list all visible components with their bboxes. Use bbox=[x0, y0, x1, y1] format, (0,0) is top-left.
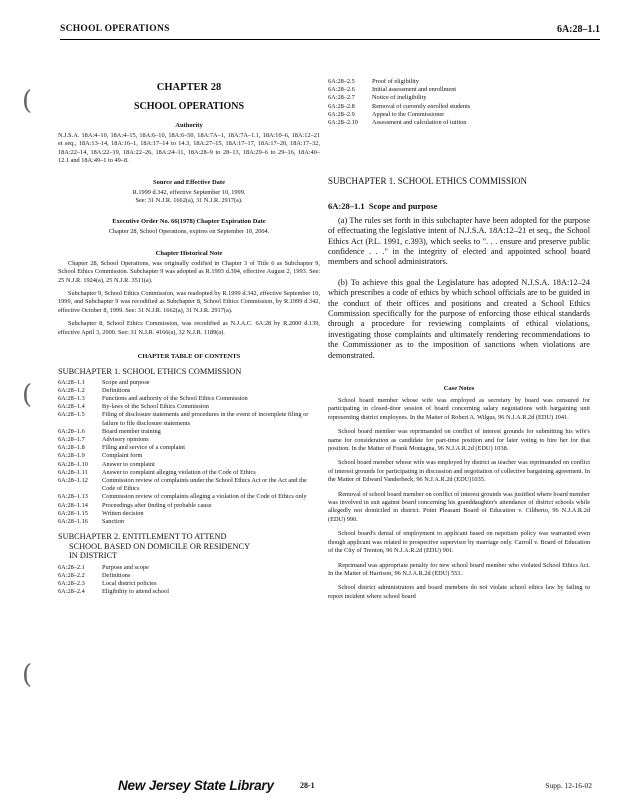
case-note: School district administrators and board members do not violate school ethics law by failing to report incident where school board bbox=[328, 584, 590, 600]
toc-entry-title: Appeal to the Commissioner bbox=[372, 110, 445, 118]
authority-label: Authority bbox=[175, 122, 203, 129]
toc-list bbox=[58, 379, 320, 527]
toc-label: CHAPTER TABLE OF CONTENTS bbox=[137, 353, 241, 361]
toc-entry bbox=[328, 86, 590, 94]
toc-entry-title: By-laws of the School Ethics Commission bbox=[102, 403, 209, 411]
toc-entry-number: 6A:28–1.11 bbox=[58, 468, 88, 476]
case-notes-label: Case Notes bbox=[443, 385, 475, 392]
toc-entry bbox=[58, 444, 320, 452]
toc-entry-number: 6A:28–1.13 bbox=[58, 493, 88, 501]
toc-entry-title: Assessment and calculation of tuition bbox=[372, 119, 467, 127]
toc-entry-title: Initial assessment and enrollment bbox=[372, 86, 457, 94]
case-note: School board member whose wife was employed by district as teacher was reprimanded on conflict of interest grounds for participating in discussion and negotiation of collective bargaining agreement. In the Matter of Edward Vanderbeck, 96 N.J.A.R.2d (EDU)1035. bbox=[328, 459, 590, 484]
toc-entry-number: 6A:28–2.8 bbox=[328, 102, 355, 110]
toc-list bbox=[328, 78, 590, 127]
toc-entry-number: 6A:28–2.7 bbox=[328, 94, 355, 102]
toc-entry-title: Commission review of complaints under the School Ethics Act or the Act and the Code of Ethics bbox=[102, 477, 307, 493]
binder-mark: ( bbox=[22, 380, 33, 410]
source-line: See: 31 N.J.R. 1662(a), 31 N.J.R. 2917(a). bbox=[135, 197, 243, 205]
toc-entry bbox=[58, 403, 320, 411]
toc-subchapter-heading: IN DISTRICT bbox=[69, 551, 118, 561]
historical-note-label: Chapter Historical Note bbox=[155, 249, 223, 257]
toc-entry-number: 6A:28–2.4 bbox=[58, 588, 85, 596]
toc-entry-number: 6A:28–1.6 bbox=[58, 427, 85, 435]
toc-entry-title: Scope and purpose bbox=[102, 378, 150, 386]
paragraph-a: (a) The rules set forth in this subchapter have been adopted for the purpose of effectuating the legislative intent of N.J.S.A. 18A:12–21 et seq., the School Ethics Act (P.L. 1991, c.393), which seeks to ". . . ensure and preserve public confidence . . ." in the integrity of elected and appointed school board members and school administrators. bbox=[328, 215, 590, 267]
binder-mark: ( bbox=[22, 86, 33, 116]
toc-entry-title: Filing of disclosure statements and procedures in the event of incomplete filing or failure to file disclosure statements bbox=[102, 411, 309, 427]
toc-entry bbox=[328, 111, 590, 119]
toc-entry-number: 6A:28–2.5 bbox=[328, 78, 355, 85]
toc-entry-title: Answer to complaint bbox=[102, 460, 155, 468]
page-number: 28-1 bbox=[300, 781, 315, 790]
toc-entry bbox=[58, 387, 320, 395]
toc-entry-title: Notice of ineligibility bbox=[372, 94, 427, 102]
toc-entry-title: Functions and authority of the School Ethics Commission bbox=[102, 395, 248, 402]
case-notes-list bbox=[328, 397, 590, 601]
source-line: R.1999 d.342, effective September 10, 1999. bbox=[132, 188, 246, 196]
toc-entry-title: Advisory opinions bbox=[102, 436, 149, 444]
toc-entry-title: Proof of eligibility bbox=[372, 78, 419, 85]
toc-entry bbox=[58, 428, 320, 436]
toc-entry bbox=[58, 588, 320, 596]
section-title: Scope and purpose bbox=[368, 200, 438, 211]
supplement-date: Supp. 12-16-02 bbox=[545, 781, 592, 790]
executive-order-text: Chapter 28, School Operations, expires on September 10, 2004. bbox=[108, 228, 270, 236]
toc-entry-title: Answer to complaint alleging violation of the Code of Ethics bbox=[102, 468, 256, 476]
toc-entry bbox=[328, 119, 590, 127]
case-note: School board's denial of employment to applicant based on nepotism policy was warranted even though applicant was related to prospective supervisor by marriage only. Carroll v. Board of Education of the City of Trenton, 96 N.J.A.R.2d (EDU) 901. bbox=[328, 530, 590, 555]
binder-mark: ( bbox=[22, 660, 33, 690]
toc-entry bbox=[58, 477, 320, 493]
historical-note-paragraph: Subchapter 9, School Ethics Commission, was readopted by R.1999 d.342, effective September 10, 1999, and Subchapter 9 was recodified as Subchapter 8, School Ethics Commission, by R.1999 d.342, effective October 8, 1999. See: 31 N.J.R. 1662(a), 31 N.J.R. 2917(a). bbox=[58, 290, 320, 314]
case-note: Removal of school board member on conflict of interest grounds was justified where board member was involved in suit against board concerning his granddaughter's attendance of district schools while allegedly not domiciled in district. Point Pleasant Board of Education v. Ciliberto, 96 N.J.A.R.2d (EDU) 990. bbox=[328, 490, 590, 523]
toc-entry-number: 6A:28–1.12 bbox=[58, 477, 88, 485]
toc-entry bbox=[58, 572, 320, 580]
executive-order-label: Executive Order No. 66(1978) Chapter Expiration Date bbox=[112, 218, 266, 226]
toc-entry-number: 6A:28–2.2 bbox=[58, 571, 85, 579]
toc-entry bbox=[328, 103, 590, 111]
authority-text: N.J.S.A. 18A:4–10, 18A:4–15, 18A:6–10, 18A:6–50, 18A:7A–1, 18A:7A–1.1, 18A:10–6, 18A:12–21 et seq., 18A:13–14, 18A:16–1, 18A:17–14 to 14.3, 18A:27–15, 18A:17–17, 18A:17–20, 18A:17–32, 18A:22–14, 18A:22–19, 18A:22–26, 18A:24–11, 18A:28–9 to 28–13, 18A:29–6 to 29–16, 18A:40–12.1 and 18A:49–1 to 49–8. bbox=[58, 132, 320, 165]
toc-subchapter-heading: SCHOOL BASED ON DOMICILE OR RESIDENCY bbox=[69, 541, 251, 551]
toc-entry-number: 6A:28–1.16 bbox=[58, 518, 88, 526]
toc-entry-title: Complaint form bbox=[102, 452, 143, 460]
toc-entry bbox=[58, 411, 320, 427]
toc-entry-number: 6A:28–2.6 bbox=[328, 86, 355, 94]
toc-entry-number: 6A:28–1.4 bbox=[58, 403, 85, 411]
toc-entry bbox=[58, 469, 320, 477]
toc-entry bbox=[58, 461, 320, 469]
toc-entry bbox=[58, 580, 320, 588]
toc-entry-number: 6A:28–1.5 bbox=[58, 411, 85, 419]
right-column bbox=[328, 78, 590, 601]
chapter-title: SCHOOL OPERATIONS bbox=[133, 101, 245, 112]
toc-entry bbox=[58, 452, 320, 460]
toc-entry-number: 6A:28–2.3 bbox=[58, 580, 85, 588]
case-note: School board member was reprimanded on conflict of interest grounds for submitting his wife's name for consideration as candidate for part-time position and for later voting to hire her for that position. In the Matter of Frank Montagna, 96 N.J.A.R.2d (EDU) 1038. bbox=[328, 428, 590, 453]
toc-list bbox=[58, 564, 320, 597]
section-number: 6A:28–1.1 bbox=[328, 200, 365, 211]
toc-entry bbox=[58, 510, 320, 518]
chapter-number: CHAPTER 28 bbox=[156, 82, 222, 93]
source-label: Source and Effective Date bbox=[153, 178, 225, 186]
toc-entry-title: Purpose and scope bbox=[102, 563, 149, 571]
toc-entry-number: 6A:28–2.1 bbox=[58, 563, 85, 571]
historical-note-paragraph: Subchapter 8, School Ethics Commission, was recodified as N.J.A.C. 6A:28 by R.2000 d.139, effective April 3, 2000. See: 31 N.J.R. 4166(a), 32 N.J.R. 1189(a). bbox=[58, 320, 320, 336]
toc-entry bbox=[58, 502, 320, 510]
toc-entry-number: 6A:28–1.2 bbox=[58, 386, 85, 394]
toc-entry-title: Local district policies bbox=[102, 580, 157, 588]
toc-entry-number: 6A:28–1.14 bbox=[58, 501, 88, 509]
toc-entry bbox=[58, 379, 320, 387]
toc-entry-title: Removal of currently enrolled students bbox=[372, 102, 471, 110]
toc-entry-number: 6A:28–1.9 bbox=[58, 452, 85, 460]
running-head: SCHOOL OPERATIONS bbox=[60, 24, 170, 34]
toc-entry-title: Proceedings after finding of probable cause bbox=[102, 501, 212, 509]
historical-note-paragraph: Chapter 28, School Operations, was originally codified in Chapter 3 of Title 6 as Subchapter 9, School Ethics Commission. Subchapter 9 was adopted as R.1993 d.394, effective August 2, 1993. See: 25 N.J.R. 1924(a), 25 N.J.R. 3511(a). bbox=[58, 259, 320, 284]
toc-entry-number: 6A:28–1.8 bbox=[58, 444, 85, 452]
toc-entry-title: Definitions bbox=[102, 386, 131, 394]
library-stamp: New Jersey State Library bbox=[118, 778, 274, 793]
toc-entry-title: Eligibility to attend school bbox=[102, 588, 169, 596]
toc-entry-number: 6A:28–2.9 bbox=[328, 110, 355, 118]
toc-entry bbox=[58, 518, 320, 526]
toc-entry-title: Written decision bbox=[102, 509, 144, 517]
section-heading bbox=[328, 201, 590, 211]
page-header bbox=[60, 24, 600, 40]
toc-entry bbox=[58, 493, 320, 501]
toc-entry-number: 6A:28–1.3 bbox=[58, 395, 85, 402]
case-note: Reprimand was appropriate penalty for new school board member who violated School Ethics Act. In the Matter of Harrison, 96 N.J.A.R.2d (EDU) 553. bbox=[328, 561, 590, 577]
case-note: School board member whose wife was employed as secretary by board was censured for participating in closed-door session of board concerning salary negotiations with bargaining unit representing district employees. In the Matter of Robert A. Wilgus, 96 N.J.A.R.2d (EDU) 1041. bbox=[328, 397, 590, 421]
toc-entry-number: 6A:28–2.10 bbox=[328, 119, 358, 127]
toc-entry-title: Board member training bbox=[102, 427, 161, 435]
toc-entry bbox=[58, 395, 320, 403]
toc-entry-title: Definitions bbox=[102, 571, 131, 579]
toc-entry bbox=[328, 78, 590, 86]
toc-entry-number: 6A:28–1.7 bbox=[58, 436, 85, 444]
paragraph-b: (b) To achieve this goal the Legislature has adopted N.J.S.A. 18A:12–24 which prescribes a code of ethics by which school officials are to be guided in the conduct of their offices and positions and created a School Ethics Commission specifically for the purpose of enforcing those ethical standards through a procedure for reviewing complaints of ethical violations, investigating those complaints and ultimately rendering recommendations to the Commissioner as to the imposition of sanctions when violations are demonstrated. bbox=[328, 277, 590, 360]
toc-entry bbox=[328, 94, 590, 102]
toc-entry-title: Sanction bbox=[102, 518, 125, 526]
toc-entry-number: 6A:28–1.10 bbox=[58, 460, 88, 468]
toc-subchapter-heading: SUBCHAPTER 2. ENTITLEMENT TO ATTEND bbox=[58, 532, 227, 542]
toc-entry-title: Filing and service of a complaint bbox=[102, 444, 186, 452]
section-number-head: 6A:28–1.1 bbox=[556, 24, 600, 35]
subchapter-title: SUBCHAPTER 1. SCHOOL ETHICS COMMISSION bbox=[328, 176, 527, 187]
toc-entry-number: 6A:28–1.15 bbox=[58, 509, 88, 517]
toc-subchapter-heading: SUBCHAPTER 1. SCHOOL ETHICS COMMISSION bbox=[58, 367, 242, 377]
toc-entry-number: 6A:28–1.1 bbox=[58, 378, 85, 386]
left-column bbox=[58, 56, 320, 597]
toc-entry bbox=[58, 436, 320, 444]
toc-entry-title: Commission review of complaints alleging a violation of the Code of Ethics only bbox=[102, 493, 307, 501]
toc-entry bbox=[58, 564, 320, 572]
